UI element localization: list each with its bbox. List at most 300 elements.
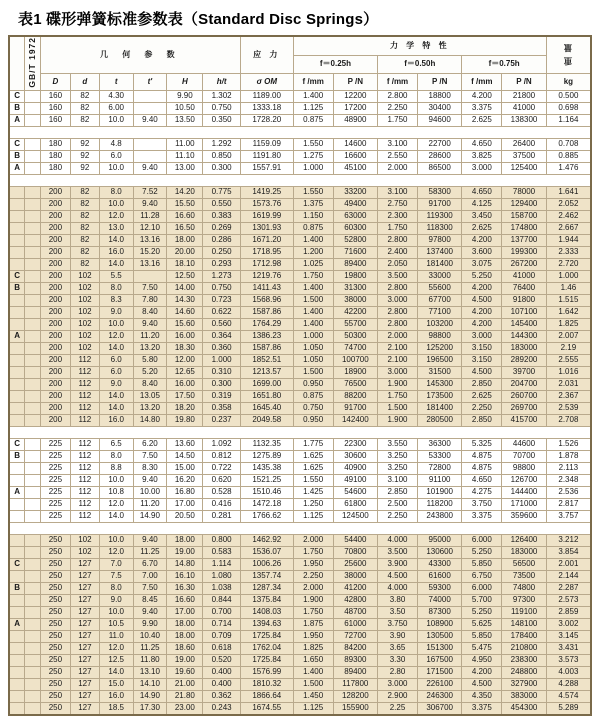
cell-f025: 0.950 xyxy=(293,414,333,426)
cell-P050: 151300 xyxy=(417,642,462,654)
cell-H: 21.80 xyxy=(167,690,203,702)
cell-t-prime: 6.70 xyxy=(133,558,167,570)
cell-t-prime: 14.80 xyxy=(133,414,167,426)
cell-D: 200 xyxy=(40,342,70,354)
row-series-label: A xyxy=(9,486,25,498)
cell-f075: 3.375 xyxy=(462,102,502,114)
cell-sigma: 1189.00 xyxy=(240,90,293,102)
col-h-over-t: h/t xyxy=(203,73,240,90)
cell-t: 10.0 xyxy=(99,318,133,330)
cell-D: 225 xyxy=(40,474,70,486)
cell-D: 200 xyxy=(40,234,70,246)
table-title: 表1 碟形弹簧标准参数表（Standard Disc Springs） xyxy=(18,11,379,28)
cell-sigma: 1394.63 xyxy=(240,618,293,630)
row-standard-cell xyxy=(25,678,41,690)
cell-sigma: 1674.55 xyxy=(240,702,293,715)
cell-P075: 126700 xyxy=(502,474,547,486)
cell-H: 19.00 xyxy=(167,654,203,666)
cell-P025: 88200 xyxy=(333,390,378,402)
cell-P075: 415700 xyxy=(502,414,547,426)
cell-P075: 289200 xyxy=(502,354,547,366)
cell-f025: 1.275 xyxy=(293,150,333,162)
cell-sigma: 1866.64 xyxy=(240,690,293,702)
cell-P050: 246300 xyxy=(417,690,462,702)
cell-H: 18.20 xyxy=(167,402,203,414)
cell-f025: 1.550 xyxy=(293,474,333,486)
cell-P025: 42200 xyxy=(333,306,378,318)
cell-sigma: 1651.80 xyxy=(240,390,293,402)
cell-P025: 60300 xyxy=(333,222,378,234)
cell-P075: 454300 xyxy=(502,702,547,715)
cell-H: 18.00 xyxy=(167,234,203,246)
cell-weight: 3.002 xyxy=(546,618,591,630)
cell-t: 7.0 xyxy=(99,558,133,570)
cell-P050: 95000 xyxy=(417,534,462,546)
cell-f075: 6.000 xyxy=(462,582,502,594)
row-series-label xyxy=(9,510,25,522)
cell-t: 12.0 xyxy=(99,210,133,222)
cell-weight: 0.708 xyxy=(546,138,591,150)
cell-f025: 1.550 xyxy=(293,186,333,198)
table-row xyxy=(9,414,591,426)
cell-d: 102 xyxy=(70,306,99,318)
cell-f025: 1.625 xyxy=(293,450,333,462)
cell-t: 7.5 xyxy=(99,570,133,582)
cell-h-over-t: 0.583 xyxy=(203,546,240,558)
cell-f075: 4.200 xyxy=(462,282,502,294)
table-row xyxy=(9,258,591,270)
cell-P050: 108900 xyxy=(417,618,462,630)
cell-P025: 49100 xyxy=(333,474,378,486)
cell-t-prime xyxy=(133,90,167,102)
cell-h-over-t: 0.358 xyxy=(203,402,240,414)
cell-t: 12.0 xyxy=(99,642,133,654)
cell-D: 200 xyxy=(40,282,70,294)
cell-weight: 1.016 xyxy=(546,366,591,378)
cell-H: 19.60 xyxy=(167,666,203,678)
cell-sigma: 1852.51 xyxy=(240,354,293,366)
row-series-label xyxy=(9,234,25,246)
cell-t-prime: 12.10 xyxy=(133,222,167,234)
cell-H: 11.10 xyxy=(167,150,203,162)
row-standard-cell xyxy=(25,474,41,486)
row-standard-cell xyxy=(25,498,41,510)
group-separator xyxy=(9,126,591,138)
table-row xyxy=(9,582,591,594)
row-standard-cell xyxy=(25,234,41,246)
row-standard-cell xyxy=(25,114,41,126)
cell-sigma: 1287.34 xyxy=(240,582,293,594)
cell-h-over-t: 0.364 xyxy=(203,330,240,342)
cell-weight: 3.854 xyxy=(546,546,591,558)
cell-f050: 2.050 xyxy=(378,258,418,270)
cell-t-prime: 5.80 xyxy=(133,354,167,366)
cell-P075: 183000 xyxy=(502,546,547,558)
cell-P075: 76400 xyxy=(502,282,547,294)
cell-P025: 155900 xyxy=(333,702,378,715)
cell-H: 21.00 xyxy=(167,678,203,690)
cell-f075: 3.000 xyxy=(462,330,502,342)
cell-P025: 31300 xyxy=(333,282,378,294)
cell-P025: 76500 xyxy=(333,378,378,390)
row-standard-cell xyxy=(25,294,41,306)
cell-d: 112 xyxy=(70,462,99,474)
cell-t-prime xyxy=(133,270,167,282)
cell-d: 127 xyxy=(70,642,99,654)
cell-t: 14.0 xyxy=(99,234,133,246)
cell-weight: 1.825 xyxy=(546,318,591,330)
row-standard-cell xyxy=(25,606,41,618)
cell-f075: 2.625 xyxy=(462,222,502,234)
cell-h-over-t: 0.750 xyxy=(203,282,240,294)
cell-P075: 171000 xyxy=(502,498,547,510)
cell-P075: 144400 xyxy=(502,486,547,498)
cell-sigma: 1510.46 xyxy=(240,486,293,498)
cell-f025: 1.400 xyxy=(293,234,333,246)
cell-f025: 1.625 xyxy=(293,462,333,474)
cell-P075: 210800 xyxy=(502,642,547,654)
cell-P025: 45100 xyxy=(333,162,378,174)
cell-D: 200 xyxy=(40,210,70,222)
cell-t: 8.8 xyxy=(99,462,133,474)
cell-t: 10.0 xyxy=(99,534,133,546)
cell-P025: 84200 xyxy=(333,642,378,654)
cell-f075: 4.650 xyxy=(462,186,502,198)
row-series-label xyxy=(9,414,25,426)
row-series-label xyxy=(9,666,25,678)
row-standard-cell xyxy=(25,138,41,150)
cell-weight: 3.212 xyxy=(546,534,591,546)
cell-t-prime: 11.80 xyxy=(133,654,167,666)
col-f-025: f /mm xyxy=(293,73,333,90)
cell-f050: 3.750 xyxy=(378,618,418,630)
cell-t-prime: 13.16 xyxy=(133,234,167,246)
cell-f025: 1.050 xyxy=(293,342,333,354)
cell-d: 127 xyxy=(70,618,99,630)
cell-sigma: 1333.18 xyxy=(240,102,293,114)
cell-D: 250 xyxy=(40,570,70,582)
cell-P075: 44600 xyxy=(502,438,547,450)
cell-sigma: 1766.62 xyxy=(240,510,293,522)
cell-weight: 2.539 xyxy=(546,402,591,414)
cell-f050: 3.550 xyxy=(378,438,418,450)
row-series-label: C xyxy=(9,270,25,282)
cell-D: 250 xyxy=(40,582,70,594)
col-f-050: f /mm xyxy=(378,73,418,90)
cell-t: 12.0 xyxy=(99,330,133,342)
table-row xyxy=(9,114,591,126)
cell-f050: 1.900 xyxy=(378,414,418,426)
row-standard-cell xyxy=(25,690,41,702)
cell-d: 112 xyxy=(70,474,99,486)
row-standard-cell xyxy=(25,570,41,582)
cell-t: 13.0 xyxy=(99,222,133,234)
row-standard-cell xyxy=(25,462,41,474)
cell-f025: 1.000 xyxy=(293,162,333,174)
cell-h-over-t: 0.750 xyxy=(203,102,240,114)
col-t-prime: t' xyxy=(133,73,167,90)
cell-t: 18.5 xyxy=(99,702,133,715)
cell-t-prime: 13.20 xyxy=(133,402,167,414)
cell-P075: 199300 xyxy=(502,246,547,258)
cell-P075: 125400 xyxy=(502,162,547,174)
cell-P075: 98800 xyxy=(502,462,547,474)
cell-f075: 4.200 xyxy=(462,306,502,318)
cell-sigma: 1810.32 xyxy=(240,678,293,690)
cell-D: 200 xyxy=(40,366,70,378)
cell-f050: 3.000 xyxy=(378,294,418,306)
cell-d: 82 xyxy=(70,114,99,126)
cell-f075: 5.700 xyxy=(462,594,502,606)
cell-P025: 89300 xyxy=(333,654,378,666)
cell-sigma: 1645.40 xyxy=(240,402,293,414)
cell-P075: 73500 xyxy=(502,570,547,582)
cell-f025: 1.200 xyxy=(293,246,333,258)
cell-P075: 126400 xyxy=(502,534,547,546)
cell-f050: 2.550 xyxy=(378,150,418,162)
cell-P050: 91700 xyxy=(417,198,462,210)
cell-f025: 1.950 xyxy=(293,558,333,570)
cell-t-prime: 14.90 xyxy=(133,690,167,702)
cell-f025: 1.825 xyxy=(293,642,333,654)
cell-t: 16.0 xyxy=(99,414,133,426)
cell-f075: 4.200 xyxy=(462,234,502,246)
cell-weight: 2.708 xyxy=(546,414,591,426)
cell-H: 18.60 xyxy=(167,642,203,654)
cell-P075: 107100 xyxy=(502,306,547,318)
table-row xyxy=(9,558,591,570)
cell-f050: 2.250 xyxy=(378,510,418,522)
cell-f050: 3.90 xyxy=(378,630,418,642)
row-label-col-head xyxy=(9,36,25,90)
cell-D: 200 xyxy=(40,402,70,414)
cell-H: 16.00 xyxy=(167,378,203,390)
cell-t-prime: 11.25 xyxy=(133,642,167,654)
table-row xyxy=(9,366,591,378)
row-standard-cell xyxy=(25,510,41,522)
table-row xyxy=(9,294,591,306)
cell-P050: 31500 xyxy=(417,366,462,378)
cell-t-prime: 7.52 xyxy=(133,186,167,198)
cell-H: 13.60 xyxy=(167,438,203,450)
cell-d: 127 xyxy=(70,654,99,666)
cell-f050: 3.80 xyxy=(378,594,418,606)
cell-t-prime: 7.00 xyxy=(133,570,167,582)
cell-weight: 2.720 xyxy=(546,258,591,270)
cell-f050: 2.800 xyxy=(378,306,418,318)
row-series-label xyxy=(9,246,25,258)
cell-f050: 1.750 xyxy=(378,390,418,402)
row-standard-cell xyxy=(25,270,41,282)
cell-f025: 2.000 xyxy=(293,534,333,546)
cell-P025: 100700 xyxy=(333,354,378,366)
cell-sigma: 1275.89 xyxy=(240,450,293,462)
table-row xyxy=(9,486,591,498)
cell-weight: 4.003 xyxy=(546,666,591,678)
row-standard-cell xyxy=(25,342,41,354)
cell-f050: 2.000 xyxy=(378,162,418,174)
cell-sigma: 1718.95 xyxy=(240,246,293,258)
cell-t-prime: 7.80 xyxy=(133,294,167,306)
cell-t-prime: 9.40 xyxy=(133,318,167,330)
cell-H: 17.00 xyxy=(167,606,203,618)
cell-h-over-t: 0.362 xyxy=(203,690,240,702)
cell-weight: 2.001 xyxy=(546,558,591,570)
cell-H: 20.50 xyxy=(167,510,203,522)
cell-D: 180 xyxy=(40,162,70,174)
cell-P050: 181400 xyxy=(417,258,462,270)
cell-P050: 22700 xyxy=(417,138,462,150)
cell-t: 14.0 xyxy=(99,510,133,522)
cell-h-over-t: 0.269 xyxy=(203,222,240,234)
cell-weight: 2.667 xyxy=(546,222,591,234)
cell-P075: 41000 xyxy=(502,270,547,282)
cell-h-over-t: 0.618 xyxy=(203,642,240,654)
col-D: D xyxy=(40,73,70,90)
row-series-label: A xyxy=(9,162,25,174)
cell-d: 92 xyxy=(70,138,99,150)
cell-P025: 48700 xyxy=(333,606,378,618)
cell-d: 92 xyxy=(70,162,99,174)
cell-f075: 4.275 xyxy=(462,486,502,498)
cell-sigma: 1671.20 xyxy=(240,234,293,246)
cell-t: 5.5 xyxy=(99,270,133,282)
cell-d: 112 xyxy=(70,498,99,510)
cell-P050: 280500 xyxy=(417,414,462,426)
cell-d: 112 xyxy=(70,402,99,414)
cell-t: 15.0 xyxy=(99,678,133,690)
row-series-label: A xyxy=(9,618,25,630)
cell-D: 180 xyxy=(40,150,70,162)
group-weight-label: 重 量 xyxy=(562,42,573,65)
cell-P050: 243800 xyxy=(417,510,462,522)
cell-D: 250 xyxy=(40,642,70,654)
cell-sigma: 1576.99 xyxy=(240,666,293,678)
cell-P075: 260700 xyxy=(502,390,547,402)
cell-f025: 1.500 xyxy=(293,678,333,690)
cell-f075: 5.250 xyxy=(462,606,502,618)
cell-h-over-t: 0.383 xyxy=(203,210,240,222)
cell-sigma: 2049.58 xyxy=(240,414,293,426)
cell-f050: 3.100 xyxy=(378,186,418,198)
cell-t: 6.0 xyxy=(99,354,133,366)
cell-t: 11.0 xyxy=(99,630,133,642)
cell-D: 250 xyxy=(40,594,70,606)
cell-P025: 124500 xyxy=(333,510,378,522)
cell-f075: 3.375 xyxy=(462,510,502,522)
row-standard-cell xyxy=(25,450,41,462)
cell-weight: 1.000 xyxy=(546,270,591,282)
col-P-075: P /N xyxy=(502,73,547,90)
cell-P075: 74800 xyxy=(502,582,547,594)
cell-h-over-t: 1.292 xyxy=(203,138,240,150)
table-head xyxy=(9,36,591,90)
cell-D: 225 xyxy=(40,438,70,450)
cell-weight: 3.573 xyxy=(546,654,591,666)
cell-t-prime: 9.40 xyxy=(133,114,167,126)
table-body xyxy=(9,90,591,715)
cell-f025: 1.375 xyxy=(293,198,333,210)
cell-sigma: 1132.35 xyxy=(240,438,293,450)
cell-h-over-t: 0.723 xyxy=(203,294,240,306)
cell-t-prime: 9.40 xyxy=(133,198,167,210)
table-row xyxy=(9,690,591,702)
table-row xyxy=(9,186,591,198)
cell-P025: 61800 xyxy=(333,498,378,510)
table-row xyxy=(9,378,591,390)
cell-f075: 3.750 xyxy=(462,498,502,510)
cell-h-over-t: 0.709 xyxy=(203,630,240,642)
cell-h-over-t: 0.520 xyxy=(203,654,240,666)
cell-t-prime: 7.50 xyxy=(133,282,167,294)
cell-H: 19.00 xyxy=(167,546,203,558)
cell-P050: 137400 xyxy=(417,246,462,258)
cell-t: 8.0 xyxy=(99,582,133,594)
mech-sub-050h: f＝0.50h xyxy=(378,55,462,73)
cell-weight: 1.476 xyxy=(546,162,591,174)
cell-P050: 119300 xyxy=(417,210,462,222)
cell-H: 19.80 xyxy=(167,414,203,426)
cell-P075: 183000 xyxy=(502,342,547,354)
cell-H: 9.90 xyxy=(167,90,203,102)
row-series-label xyxy=(9,534,25,546)
cell-weight: 0.500 xyxy=(546,90,591,102)
table-row xyxy=(9,654,591,666)
table-row xyxy=(9,666,591,678)
cell-H: 14.50 xyxy=(167,450,203,462)
cell-f025: 1.400 xyxy=(293,318,333,330)
cell-sigma: 1411.43 xyxy=(240,282,293,294)
table-row xyxy=(9,606,591,618)
row-standard-cell xyxy=(25,246,41,258)
table-row xyxy=(9,546,591,558)
cell-P075: 144300 xyxy=(502,330,547,342)
cell-d: 112 xyxy=(70,510,99,522)
row-series-label xyxy=(9,570,25,582)
cell-P050: 101900 xyxy=(417,486,462,498)
cell-d: 82 xyxy=(70,198,99,210)
cell-f075: 4.200 xyxy=(462,90,502,102)
cell-f075: 5.625 xyxy=(462,618,502,630)
cell-t-prime: 7.50 xyxy=(133,582,167,594)
cell-D: 180 xyxy=(40,138,70,150)
cell-P025: 16600 xyxy=(333,150,378,162)
cell-sigma: 1472.18 xyxy=(240,498,293,510)
cell-h-over-t: 1.080 xyxy=(203,570,240,582)
cell-f025: 0.750 xyxy=(293,402,333,414)
row-standard-cell xyxy=(25,438,41,450)
cell-P050: 145300 xyxy=(417,378,462,390)
cell-d: 82 xyxy=(70,258,99,270)
cell-P075: 148100 xyxy=(502,618,547,630)
cell-t-prime xyxy=(133,150,167,162)
cell-t: 9.0 xyxy=(99,594,133,606)
cell-f075: 6.000 xyxy=(462,534,502,546)
cell-f050: 2.800 xyxy=(378,318,418,330)
cell-P025: 91700 xyxy=(333,402,378,414)
cell-d: 82 xyxy=(70,90,99,102)
cell-D: 225 xyxy=(40,450,70,462)
cell-t: 12.0 xyxy=(99,546,133,558)
table-row xyxy=(9,510,591,522)
cell-D: 250 xyxy=(40,534,70,546)
cell-f075: 3.600 xyxy=(462,246,502,258)
table-row xyxy=(9,330,591,342)
table-separator-row xyxy=(9,174,591,186)
col-d: d xyxy=(70,73,99,90)
cell-t: 9.0 xyxy=(99,306,133,318)
standard-label-cell xyxy=(25,36,41,90)
